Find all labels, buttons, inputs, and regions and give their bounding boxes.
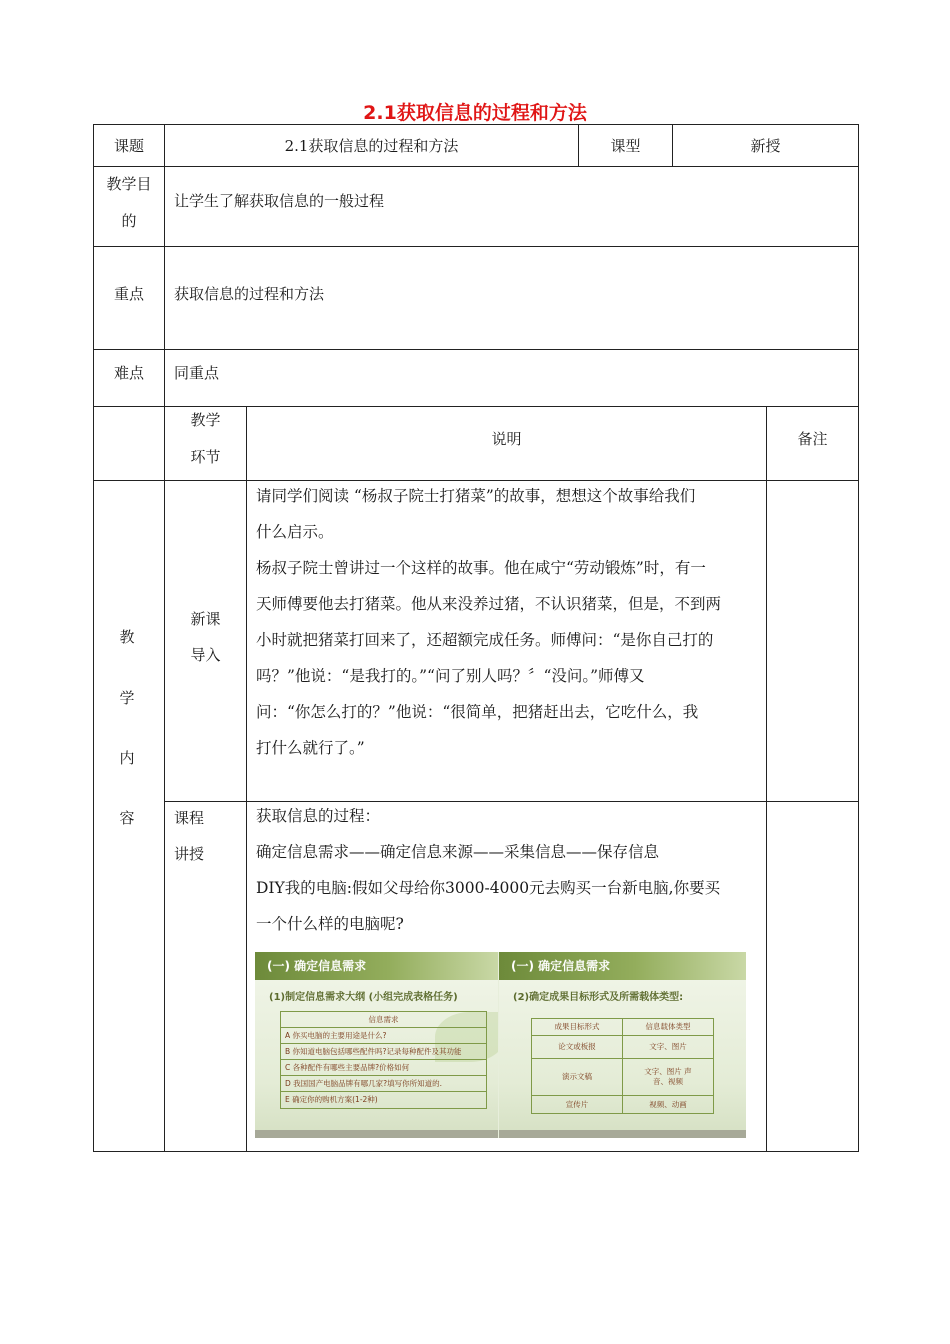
slide1-table-header: 信息需求 [281,1012,486,1028]
slide2-col2-header: 信息载体类型 [622,1018,714,1036]
slide1-table-row: E 确定你的购机方案(1-2种) [285,1095,378,1104]
slide1-table-row: A 你买电脑的主要用途是什么? [281,1028,486,1044]
slide-requirements-outline [255,952,498,1138]
slide2-form-cell: 论文或板报 [531,1035,623,1059]
lecture-line: DIY我的电脑:假如父母给你3000-4000元去购买一台新电脑,你要买 [256,879,721,897]
key-label: 重点 [113,285,144,303]
slide2-form-cell: 宣传片 [531,1095,623,1114]
slide1-subheading: (1)制定信息需求大纲 (小组完成表格任务) [269,992,458,1003]
slide-output-format [499,952,746,1138]
intro-line: 天师傅要他去打猪菜。他从来没养过猪，不认识猪菜，但是，不到两 [256,595,722,613]
lecture-text [256,798,761,942]
lecture-line: 确定信息需求——确定信息来源——采集信息——保存信息 [256,843,660,861]
slide2-media-cell: 文字、图片 [622,1035,714,1059]
content-label-1: 教 [119,628,135,646]
intro-stage-line2: 导入 [190,646,221,664]
desc-header: 说明 [491,430,522,448]
slide1-table-row: B 你知道电脑包括哪些配件吗?记录每种配件及其功能 [281,1044,486,1060]
goal-label-line2: 的 [121,212,137,230]
stage-header-line2: 环节 [190,448,221,466]
slide2-heading: (一) 确定信息需求 [511,959,611,973]
slide2-media-cell: 文字、图片 声音、视频 [622,1058,714,1096]
intro-line: 小时就把猪菜打回来了，还超额完成任务。师傅问：“是你自己打的 [256,631,714,649]
lecture-line: 一个什么样的电脑呢? [256,915,404,933]
type-value: 新授 [750,137,781,155]
intro-text [256,478,761,766]
note-header: 备注 [797,430,828,448]
key-value: 获取信息的过程和方法 [174,285,325,303]
topic-label: 课题 [113,137,144,155]
slide1-table [280,1011,487,1109]
type-label: 课型 [610,137,641,155]
slide1-table-row: C 各种配件有哪些主要品牌?价格如何 [281,1060,486,1076]
slide2-subheading: (2)确定成果目标形式及所需载体类型: [513,992,684,1003]
slide2-col1-header: 成果目标形式 [531,1018,623,1036]
document-title: 2.1获取信息的过程和方法 [363,102,587,124]
topic-value: 2.1获取信息的过程和方法 [284,137,459,155]
difficulty-label: 难点 [113,364,144,382]
goal-label-line1: 教学目 [106,175,152,193]
slide2-form-cell: 演示文稿 [531,1058,623,1096]
slide1-heading: (一) 确定信息需求 [267,959,367,973]
lecture-stage-line1: 课程 [174,809,205,827]
intro-line: 打什么就行了。” [256,739,365,757]
lecture-stage-line2: 讲授 [174,845,205,863]
slide2-media-cell: 视频、动画 [622,1095,714,1114]
slides-image [255,952,746,1138]
intro-line: 什么启示。 [256,523,334,541]
intro-stage-line1: 新课 [190,610,221,628]
difficulty-value: 同重点 [174,364,220,382]
intro-line: 杨叔子院士曾讲过一个这样的故事。他在咸宁“劳动锻炼”时，有一 [256,559,706,577]
intro-line: 吗？”他说：“是我打的。”“问了别人吗？〞“没问。”师傅又 [256,667,645,685]
lecture-line: 获取信息的过程： [256,807,381,825]
content-label-4: 容 [119,809,135,827]
slide1-table-row: D 我国国产电脑品牌有哪几家?填写你所知道的. [281,1076,486,1092]
stage-header-line1: 教学 [190,411,221,429]
goal-value: 让学生了解获取信息的一般过程 [174,192,385,210]
content-label-3: 内 [119,749,135,767]
intro-line: 请同学们阅读 “杨叔子院士打猪菜”的故事，想想这个故事给我们 [256,487,696,505]
content-label-2: 学 [119,689,135,707]
intro-line: 问：“你怎么打的？”他说：“很简单，把猪赶出去，它吃什么，我 [256,703,699,721]
